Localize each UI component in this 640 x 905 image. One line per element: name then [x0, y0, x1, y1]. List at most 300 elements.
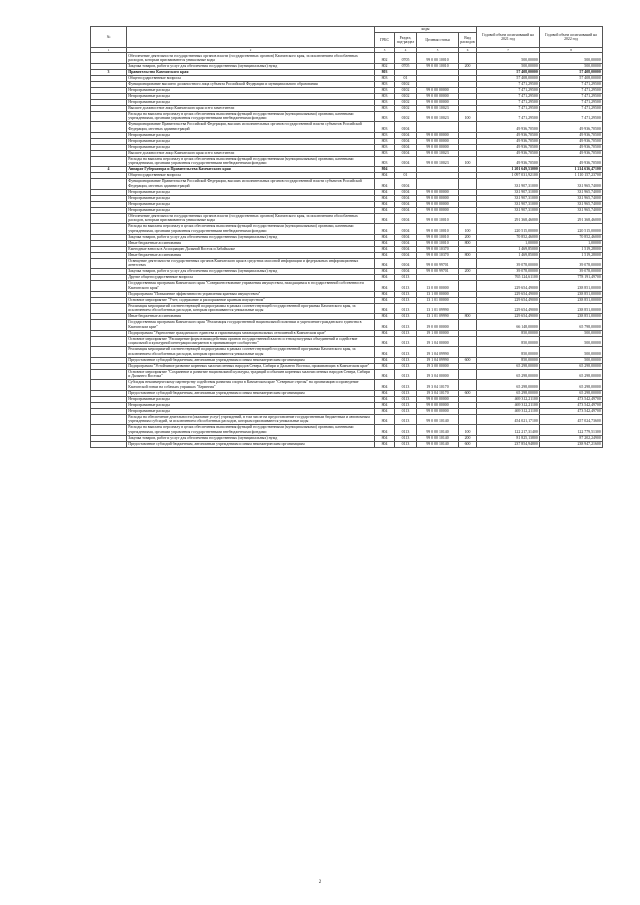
row-expense-type: 800 — [459, 314, 477, 320]
row-grbs: 804 — [375, 179, 395, 190]
row-grbs: 804 — [375, 240, 395, 246]
table-row — [91, 369, 603, 380]
row-amount-2022: 65 798,00000 — [540, 320, 603, 331]
row-grbs: 804 — [375, 213, 395, 224]
row-amount-2022: 500,00000 — [540, 53, 603, 64]
row-amount-2021: 850,00000 — [477, 330, 540, 336]
row-section: 0104 — [395, 201, 417, 207]
column-index: 8 — [540, 48, 603, 53]
row-amount-2021: 70 852,46000 — [477, 234, 540, 240]
row-section: 01 — [395, 75, 417, 81]
row-amount-2021: 331 907,31000 — [477, 207, 540, 213]
row-name: Реализация мероприятий соответствующей подпрограммы в рамках соответствующей государственной программы Камчатского края, за исключением обособленных расходов, которым присваиваются уникальные коды — [127, 347, 375, 358]
row-grbs: 804 — [375, 380, 395, 391]
row-name: Обеспечение деятельности государственных органов власти (государственных органов) Камчатского края, за исключением обособленных расходов, которым присваиваются уникальные коды — [127, 213, 375, 224]
row-section: 0113 — [395, 396, 417, 402]
row-section: 0113 — [395, 297, 417, 303]
row-amount-2021: 65 298,00000 — [477, 390, 540, 396]
row-amount-2022: 238 851,00000 — [540, 314, 603, 320]
row-section: 01 — [395, 173, 417, 179]
table-row — [91, 156, 603, 167]
row-number — [91, 281, 127, 292]
page-number: 2 — [318, 880, 322, 885]
row-amount-2021: 331 907,31000 — [477, 189, 540, 195]
row-target-article: 99 0 00 00000 — [417, 99, 459, 105]
row-amount-2021: 7 471,29500 — [477, 111, 540, 122]
row-number — [91, 336, 127, 347]
table-row — [91, 380, 603, 391]
row-target-article: 13 0 00 00000 — [417, 281, 459, 292]
row-grbs: 803 — [375, 99, 395, 105]
row-amount-2021: 122 217,31400 — [477, 425, 540, 436]
row-expense-type: 800 — [459, 240, 477, 246]
row-name: Закупка товаров, работ и услуг для обеспечения государственных (муниципальных) нужд — [127, 63, 375, 69]
row-expense-type — [459, 303, 477, 314]
row-name: Функционирование Правительства Российской Федерации, высших исполнительных органов государственной власти субъектов Российской Федерации, местных администраций — [127, 122, 375, 133]
header-2022: Годовой объем ассигнований на 2022 год — [540, 27, 603, 48]
row-target-article: 99 0 00 10140 — [417, 425, 459, 436]
row-grbs: 804 — [375, 320, 395, 331]
row-section: 0113 — [395, 363, 417, 369]
row-name: Расходы на обеспечение деятельности (оказание услуг) учреждений, в том числе на предоставление государственным бюджетным и автономным учреждениям субсидий, за исключением обособленных расходов, которым присваиваются уникальные коды — [127, 414, 375, 425]
row-amount-2022: 331 965,74000 — [540, 195, 603, 201]
row-section: 0113 — [395, 314, 417, 320]
row-grbs: 802 — [375, 53, 395, 64]
row-amount-2022: 65 298,00000 — [540, 390, 603, 396]
row-name: Государственная программа Камчатского края "Реализация государственной национальной политики и укрепление гражданского единства в Камчатском крае" — [127, 320, 375, 331]
table-row — [91, 179, 603, 190]
row-target-article: 19 1 04 09990 — [417, 347, 459, 358]
row-amount-2022: 331 965,74000 — [540, 201, 603, 207]
row-amount-2022: 1 519,28000 — [540, 246, 603, 252]
row-target-article: 19 1 00 00000 — [417, 330, 459, 336]
row-name: Непрограммные расходы — [127, 408, 375, 414]
row-expense-type: 200 — [459, 63, 477, 69]
row-amount-2022: 39 078,00000 — [540, 269, 603, 275]
row-section: 0113 — [395, 435, 417, 441]
row-target-article: 99 0 00 10010 — [417, 63, 459, 69]
row-grbs: 803 — [375, 81, 395, 87]
row-amount-2021: 7 471,29500 — [477, 105, 540, 111]
row-amount-2022: 238 851,00000 — [540, 281, 603, 292]
row-section: 0104 — [395, 189, 417, 195]
row-grbs: 803 — [375, 105, 395, 111]
row-target-article — [417, 122, 459, 133]
row-expense-type — [459, 281, 477, 292]
table-row — [91, 347, 603, 358]
row-name: Непрограммные расходы — [127, 207, 375, 213]
row-amount-2022: 238 947,21600 — [540, 441, 603, 447]
row-section: 0104 — [395, 179, 417, 190]
row-section: 0102 — [395, 111, 417, 122]
row-name: Закупка товаров, работ и услуг для обеспечения государственных (муниципальных) нужд — [127, 269, 375, 275]
row-amount-2022: 57 408,00000 — [540, 69, 603, 75]
row-amount-2021: 1,00000 — [477, 240, 540, 246]
row-grbs: 804 — [375, 201, 395, 207]
row-target-article: 99 0 00 10140 — [417, 414, 459, 425]
row-amount-2022: 457 024,73600 — [540, 414, 603, 425]
row-amount-2022: 39 078,00000 — [540, 258, 603, 269]
row-target-article — [417, 179, 459, 190]
row-amount-2021: 81 825,13800 — [477, 435, 540, 441]
row-number — [91, 369, 127, 380]
row-amount-2021: 765 124,61100 — [477, 275, 540, 281]
row-amount-2021: 1 469,85000 — [477, 252, 540, 258]
row-section: 0113 — [395, 390, 417, 396]
row-amount-2021: 1 201 649,53000 — [477, 167, 540, 173]
row-section: 0113 — [395, 330, 417, 336]
row-name: Основное мероприятие "Расширение форм взаимодействия органов государственной власти и этнокультурных объединений и содействие социальной и культурной интеграции мигрантов в принимающее сообщество" — [127, 336, 375, 347]
row-grbs: 804 — [375, 291, 395, 297]
row-grbs: 802 — [375, 63, 395, 69]
row-amount-2021: 229 654,49000 — [477, 303, 540, 314]
row-grbs: 804 — [375, 347, 395, 358]
row-amount-2021: 39 078,00000 — [477, 258, 540, 269]
row-number — [91, 224, 127, 235]
header-name — [127, 27, 375, 48]
row-target-article: 99 0 00 00000 — [417, 87, 459, 93]
row-target-article: 99 0 00 99701 — [417, 269, 459, 275]
row-expense-type — [459, 414, 477, 425]
header-2021: Годовой объем ассигнований на 2021 год — [477, 27, 540, 48]
table-row — [91, 414, 603, 425]
row-name: Подпрограмма "Повышение эффективности управления краевым имуществом" — [127, 291, 375, 297]
row-number — [91, 258, 127, 269]
row-number — [91, 425, 127, 436]
header-codes: коды — [375, 27, 477, 33]
row-amount-2021: 469 312,21100 — [477, 402, 540, 408]
row-target-article: 99 0 00 00000 — [417, 144, 459, 150]
row-section: 0113 — [395, 320, 417, 331]
row-grbs: 804 — [375, 224, 395, 235]
row-target-article: 99 0 00 10023 — [417, 156, 459, 167]
row-target-article: 99 0 00 00000 — [417, 138, 459, 144]
row-grbs: 804 — [375, 402, 395, 408]
row-amount-2022: 7 471,29500 — [540, 99, 603, 105]
row-name: Непрограммные расходы — [127, 132, 375, 138]
table-row — [91, 303, 603, 314]
column-index: 2 — [127, 48, 375, 53]
row-grbs: 803 — [375, 75, 395, 81]
column-index: 1 — [91, 48, 127, 53]
row-name: Иные бюджетные ассигнования — [127, 314, 375, 320]
row-name: Непрограммные расходы — [127, 201, 375, 207]
row-grbs: 803 — [375, 144, 395, 150]
row-name: Высшее должностное лицо Камчатского края и его заместители — [127, 105, 375, 111]
row-grbs: 803 — [375, 122, 395, 133]
row-amount-2021: 7 471,29500 — [477, 93, 540, 99]
row-amount-2022: 238 851,00000 — [540, 297, 603, 303]
row-target-article: 13 1 01 00000 — [417, 297, 459, 303]
row-amount-2021: 237 854,94800 — [477, 441, 540, 447]
row-amount-2022: 1,00000 — [540, 240, 603, 246]
row-target-article: 19 3 04 00000 — [417, 369, 459, 380]
row-amount-2022: 500,00000 — [540, 63, 603, 69]
row-name: Непрограммные расходы — [127, 87, 375, 93]
row-amount-2022: 500,00000 — [540, 357, 603, 363]
row-expense-type — [459, 347, 477, 358]
row-name: Обеспечение деятельности государственных органов власти (государственных органов) Камчатского края, за исключением обособленных расходов, которым присваиваются уникальные коды — [127, 53, 375, 64]
row-number — [91, 122, 127, 133]
row-section: 0104 — [395, 224, 417, 235]
row-amount-2022: 238 851,00000 — [540, 291, 603, 297]
row-amount-2021: 66 148,00000 — [477, 320, 540, 331]
row-amount-2022: 7 471,29500 — [540, 111, 603, 122]
row-expense-type: 600 — [459, 441, 477, 447]
row-amount-2022: 1 519,28000 — [540, 252, 603, 258]
row-grbs: 804 — [375, 167, 395, 173]
row-amount-2021: 229 654,49000 — [477, 314, 540, 320]
row-name: Иные бюджетные ассигнования — [127, 240, 375, 246]
row-section: 0113 — [395, 357, 417, 363]
row-target-article: 99 0 00 10023 — [417, 111, 459, 122]
row-section: 0102 — [395, 93, 417, 99]
row-name: Закупка товаров, работ и услуг для обеспечения государственных (муниципальных) нужд — [127, 435, 375, 441]
budget-table — [90, 26, 603, 448]
row-section: 0104 — [395, 258, 417, 269]
row-target-article: 99 0 00 10010 — [417, 240, 459, 246]
column-index: 3 — [375, 48, 395, 53]
row-expense-type — [459, 53, 477, 64]
row-amount-2022: 331 965,74000 — [540, 207, 603, 213]
row-grbs: 804 — [375, 314, 395, 320]
row-section: 0113 — [395, 425, 417, 436]
row-grbs: 804 — [375, 435, 395, 441]
row-name: Непрограммные расходы — [127, 93, 375, 99]
row-amount-2021: 7 471,29500 — [477, 99, 540, 105]
row-grbs: 804 — [375, 336, 395, 347]
table-row — [91, 441, 603, 447]
row-grbs: 804 — [375, 390, 395, 396]
row-target-article: 99 0 00 00000 — [417, 93, 459, 99]
row-target-article: 19 3 04 10170 — [417, 380, 459, 391]
row-target-article: 99 0 00 10370 — [417, 246, 459, 252]
row-number — [91, 111, 127, 122]
row-name: Общегосударственные вопросы — [127, 173, 375, 179]
row-amount-2021: 850,00000 — [477, 347, 540, 358]
row-target-article: 99 0 00 00000 — [417, 195, 459, 201]
column-index: 4 — [395, 48, 417, 53]
row-section: 0113 — [395, 336, 417, 347]
row-amount-2021: 331 907,31000 — [477, 179, 540, 190]
row-target-article: 99 0 00 00000 — [417, 201, 459, 207]
row-name: Расходы на выплаты персоналу в целях обеспечения выполнения функций государственными (муниципальными) органами, казенными учреждениями, органами управления государственными внебюджетными фондами — [127, 224, 375, 235]
table-row — [91, 363, 603, 369]
row-section: 0705 — [395, 63, 417, 69]
column-index: 5 — [417, 48, 459, 53]
row-name: Правительство Камчатского края — [127, 69, 375, 75]
row-amount-2022: 57 408,00000 — [540, 75, 603, 81]
row-name: Непрограммные расходы — [127, 144, 375, 150]
row-section: 0113 — [395, 414, 417, 425]
row-amount-2021: 39 078,00000 — [477, 269, 540, 275]
row-amount-2021: 49 936,70500 — [477, 156, 540, 167]
row-number — [91, 303, 127, 314]
row-grbs: 804 — [375, 357, 395, 363]
row-name: Иные бюджетные ассигнования — [127, 252, 375, 258]
row-name: Государственная программа Камчатского края "Совершенствование управления имуществом, находящимся в государственной собственности Камчатского края" — [127, 281, 375, 292]
row-section: 0104 — [395, 252, 417, 258]
row-amount-2021: 331 907,31000 — [477, 195, 540, 201]
row-amount-2021: 65 298,00000 — [477, 380, 540, 391]
row-number — [91, 441, 127, 447]
row-amount-2022: 49 936,70500 — [540, 144, 603, 150]
row-amount-2022: 473 542,49700 — [540, 408, 603, 414]
row-number — [91, 320, 127, 331]
row-amount-2021: 454 021,17100 — [477, 414, 540, 425]
row-number — [91, 347, 127, 358]
row-name: Основное мероприятие "Учет, содержание и распоряжение краевым имуществом" — [127, 297, 375, 303]
row-section: 0113 — [395, 303, 417, 314]
row-amount-2022: 87 202,24900 — [540, 435, 603, 441]
row-section: 0102 — [395, 87, 417, 93]
row-amount-2022: 7 471,29500 — [540, 81, 603, 87]
row-section: 0104 — [395, 234, 417, 240]
row-amount-2022: 7 471,29500 — [540, 93, 603, 99]
row-target-article: 99 0 00 00000 — [417, 189, 459, 195]
row-expense-type — [459, 258, 477, 269]
row-amount-2022: 65 298,00000 — [540, 369, 603, 380]
row-amount-2022: 778 191,49700 — [540, 275, 603, 281]
row-target-article: 99 0 00 10010 — [417, 234, 459, 240]
row-target-article: 99 0 00 00000 — [417, 396, 459, 402]
row-amount-2022: 1 214 636,47100 — [540, 167, 603, 173]
row-name: Субсидия некоммерческому партнерству содействия развития спорта в Камчатском крае "Северные стрелы" на организацию и проведение Камчатской гонки на собачьих упряжках "Берингия" — [127, 380, 375, 391]
row-expense-type — [459, 369, 477, 380]
table-row — [91, 111, 603, 122]
row-amount-2021: 291 368,46000 — [477, 213, 540, 224]
row-number — [91, 156, 127, 167]
row-name: Подпрограмма "Устойчивое развитие коренных малочисленных народов Севера, Сибири и Дальнего Востока, проживающих в Камчатском крае" — [127, 363, 375, 369]
row-amount-2022: 7 471,29500 — [540, 87, 603, 93]
row-expense-type: 200 — [459, 234, 477, 240]
row-grbs: 804 — [375, 195, 395, 201]
header-no: № — [91, 27, 127, 48]
row-amount-2022: 7 471,29500 — [540, 105, 603, 111]
row-expense-type — [459, 380, 477, 391]
row-name: Освещение деятельности государственных органов Камчатского края в средствах массовой информации и федеральных информационных агентствах — [127, 258, 375, 269]
row-number — [91, 53, 127, 64]
row-target-article: 99 0 00 10370 — [417, 252, 459, 258]
row-grbs: 804 — [375, 297, 395, 303]
row-target-article: 99 0 00 10010 — [417, 53, 459, 64]
row-target-article: 99 0 00 10140 — [417, 441, 459, 447]
row-section: 0104 — [395, 138, 417, 144]
row-grbs: 804 — [375, 252, 395, 258]
row-amount-2022: 331 965,74000 — [540, 189, 603, 195]
row-number: 4 — [91, 167, 127, 173]
row-target-article: 99 0 00 99701 — [417, 258, 459, 269]
row-section: 0104 — [395, 132, 417, 138]
row-section: 0104 — [395, 246, 417, 252]
row-grbs: 804 — [375, 173, 395, 179]
row-amount-2021: 500,00000 — [477, 63, 540, 69]
row-expense-type — [459, 213, 477, 224]
row-amount-2022: 331 965,74000 — [540, 179, 603, 190]
row-name: Аппарат Губернатора и Правительства Камчатского края — [127, 167, 375, 173]
row-target-article: 99 0 00 10010 — [417, 224, 459, 235]
row-target-article: 99 0 00 00000 — [417, 402, 459, 408]
row-amount-2021: 49 936,70500 — [477, 144, 540, 150]
row-expense-type: 100 — [459, 156, 477, 167]
row-amount-2022: 238 851,00000 — [540, 303, 603, 314]
column-index: 7 — [477, 48, 540, 53]
header-vr: Вид расходов — [459, 32, 477, 47]
row-name: Другие общегосударственные вопросы — [127, 275, 375, 281]
row-amount-2021: 229 654,49000 — [477, 291, 540, 297]
row-expense-type: 600 — [459, 390, 477, 396]
row-amount-2021: 65 298,00000 — [477, 369, 540, 380]
row-section: 0113 — [395, 281, 417, 292]
row-section: 0104 — [395, 213, 417, 224]
row-section: 0113 — [395, 380, 417, 391]
row-grbs: 803 — [375, 93, 395, 99]
row-grbs: 803 — [375, 87, 395, 93]
row-amount-2021: 7 471,29500 — [477, 87, 540, 93]
row-target-article: 19 0 00 00000 — [417, 320, 459, 331]
row-grbs: 803 — [375, 69, 395, 75]
row-amount-2022: 122 779,51300 — [540, 425, 603, 436]
row-grbs: 803 — [375, 156, 395, 167]
row-amount-2021: 65 298,00000 — [477, 363, 540, 369]
row-section: 0104 — [395, 144, 417, 150]
row-grbs: 804 — [375, 234, 395, 240]
row-section: 0113 — [395, 402, 417, 408]
row-target-article: 99 0 00 10010 — [417, 213, 459, 224]
row-name: Предоставление субсидий бюджетным, автономным учреждениям и иным некоммерческим организациям — [127, 357, 375, 363]
row-target-article: 19 1 04 09990 — [417, 357, 459, 363]
row-number — [91, 414, 127, 425]
row-amount-2022: 49 936,70500 — [540, 132, 603, 138]
row-target-article: 99 0 00 00000 — [417, 132, 459, 138]
row-grbs: 804 — [375, 425, 395, 436]
row-name: Непрограммные расходы — [127, 138, 375, 144]
table-row — [91, 213, 603, 224]
row-amount-2021: 229 654,49000 — [477, 297, 540, 303]
row-target-article: 13 1 01 09990 — [417, 314, 459, 320]
row-section: 0113 — [395, 275, 417, 281]
row-name: Подпрограмма "Укрепление гражданского единства и гармонизация межнациональных отношений в Камчатском крае" — [127, 330, 375, 336]
row-target-article: 99 0 00 00000 — [417, 408, 459, 414]
row-amount-2021: 49 936,70500 — [477, 150, 540, 156]
table-row — [91, 425, 603, 436]
row-expense-type: 200 — [459, 269, 477, 275]
table-row — [91, 281, 603, 292]
row-amount-2021: 49 936,70500 — [477, 138, 540, 144]
row-amount-2022: 500,00000 — [540, 347, 603, 358]
row-expense-type — [459, 179, 477, 190]
row-amount-2021: 49 936,70500 — [477, 122, 540, 133]
row-amount-2021: 229 654,49000 — [477, 281, 540, 292]
row-grbs: 804 — [375, 281, 395, 292]
row-section: 0104 — [395, 122, 417, 133]
row-target-article: 99 0 00 10023 — [417, 150, 459, 156]
row-grbs: 804 — [375, 396, 395, 402]
row-amount-2022: 220 515,00000 — [540, 224, 603, 235]
row-number — [91, 213, 127, 224]
row-section: 0104 — [395, 195, 417, 201]
row-grbs: 804 — [375, 258, 395, 269]
row-amount-2022: 500,00000 — [540, 330, 603, 336]
row-name: Непрограммные расходы — [127, 402, 375, 408]
row-section: 0104 — [395, 207, 417, 213]
row-section: 0113 — [395, 347, 417, 358]
row-amount-2022: 473 542,49700 — [540, 396, 603, 402]
row-expense-type — [459, 320, 477, 331]
row-name: Расходы на выплаты персоналу в целях обеспечения выполнения функций государственными (муниципальными) органами, казенными учреждениями, органами управления государственными внебюджетными фондами — [127, 156, 375, 167]
row-amount-2021: 7 471,29500 — [477, 81, 540, 87]
row-name: Расходы на выплаты персоналу в целях обеспечения выполнения функций государственными (муниципальными) органами, казенными учреждениями, органами управления государственными внебюджетными фондами — [127, 111, 375, 122]
